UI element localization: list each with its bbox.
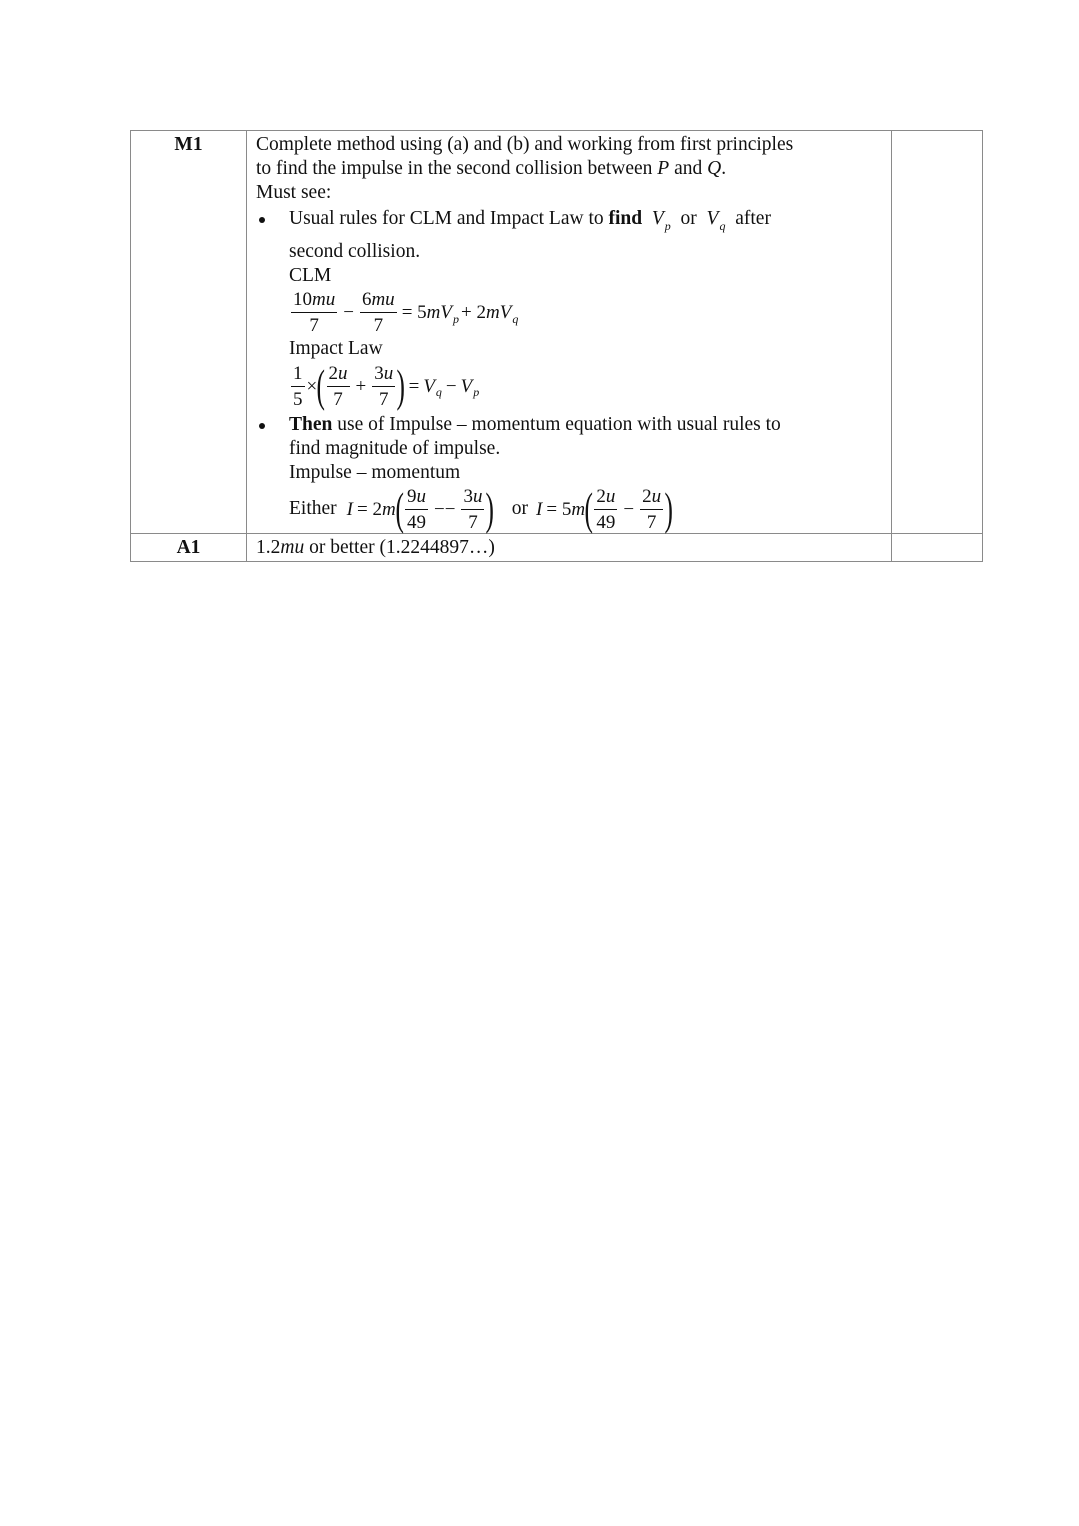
notes-cell [892,534,983,562]
bullet-clm-impact [256,207,885,411]
mark-cell [131,131,247,534]
impulse-equation-1: I = 2 m ( $\frac{9u}{49}$ −− $\frac{3u}{7}$ ) [346,483,495,534]
clm-label: CLM [289,265,332,286]
bullet-impulse-momentum [256,413,885,532]
bullet2-line2: find magnitude of impulse. [289,438,501,459]
answer-cell [247,534,892,562]
must-see-label: Must see: [256,182,332,203]
impulse-equation-2: I = 5 m ( $\frac{2u}{49}$ − $\frac{2u}{7}$ ) [536,483,673,534]
mark-scheme-table [130,130,983,562]
impulse-momentum-label: Impulse – momentum [289,462,461,483]
intro-line-2: to find the impulse in the second collision between P and Q. [256,158,727,179]
clm-equation: $\frac{10mu}{7}$ − $\frac{6mu}{7}$ = 5 m V $_p$ + 2 m V $_q$ [293,289,519,336]
impact-equation: $\frac{1}{5}$ × ( $\frac{2u}{7}$ + $\frac{3u}{7}$ ) = V $_q$ − V $_p$ [293,360,480,411]
mark-code: M1 [174,134,203,155]
impact-law-label: Impact Law [289,338,383,359]
guidance-cell [247,131,892,534]
bullet1-line1: Usual rules for CLM and Impact Law to find $V_p$ or $V_q$ after [289,208,771,233]
impulse-equations: Either I = 2 m ( $\frac{9u}{49}$ −− $\frac{3u}{7}$ ) or I = 5 m ( $\frac{2u}{49}$ − $\frac{2u}{7}$ ) [289,483,673,534]
notes-cell [892,131,983,534]
bullet2-line1: Then use of Impulse – momentum equation with usual rules to [289,414,781,435]
mark-code: A1 [176,537,201,558]
mark-cell [131,534,247,562]
table-row [131,131,983,534]
bullet1-line2: second collision. [289,241,421,262]
answer-text: 1.2mu or better (1.2244897…) [256,537,495,558]
table-row [131,534,983,562]
intro-line-1: Complete method using (a) and (b) and working from first principles [256,134,794,155]
